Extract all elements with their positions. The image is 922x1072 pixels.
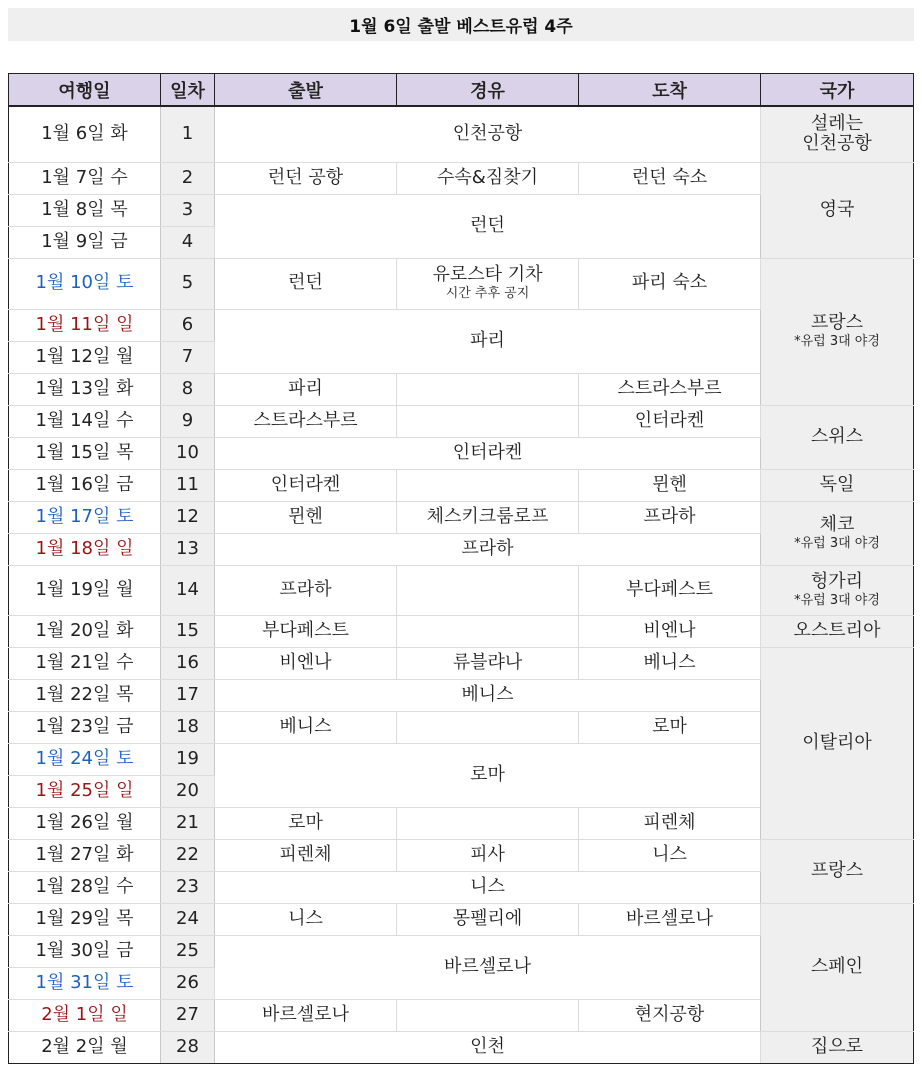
route-cell: 니스 [215,871,761,903]
departure-cell: 니스 [215,903,397,935]
arrival-cell: 현지공항 [579,999,761,1031]
day-cell: 28 [161,1031,215,1063]
itinerary-table [8,73,914,1064]
date-cell: 1월 28일 수 [9,871,161,903]
departure-cell: 런던 [215,258,397,309]
table-row [9,405,914,437]
day-cell: 19 [161,743,215,775]
day-cell: 5 [161,258,215,309]
departure-cell: 부다페스트 [215,615,397,647]
table-row [9,565,914,615]
day-cell: 26 [161,967,215,999]
day-cell: 3 [161,194,215,226]
header-date: 여행일 [9,74,161,107]
date-cell: 1월 16일 금 [9,469,161,501]
via-cell [397,405,579,437]
country-label: 인천공항 [802,133,872,155]
date-cell: 1월 25일 일 [9,775,161,807]
date-cell: 1월 31일 토 [9,967,161,999]
via-cell: 수속&짐찾기 [397,162,579,194]
table-row [9,647,914,679]
via-cell: 류블랴나 [397,647,579,679]
arrival-cell: 파리 숙소 [579,258,761,309]
route-cell: 인터라켄 [215,437,761,469]
country-cell: 프랑스 [761,839,914,903]
day-cell: 8 [161,373,215,405]
date-cell: 1월 27일 화 [9,839,161,871]
arrival-cell: 비엔나 [579,615,761,647]
day-cell: 18 [161,711,215,743]
day-cell: 11 [161,469,215,501]
date-cell: 1월 14일 수 [9,405,161,437]
country-label: 프랑스 [810,312,864,334]
header-country: 국가 [761,74,914,107]
day-cell: 21 [161,807,215,839]
date-cell: 2월 2일 월 [9,1031,161,1063]
table-row [9,501,914,533]
table-row [9,839,914,871]
departure-cell: 비엔나 [215,647,397,679]
via-cell [397,807,579,839]
route-cell: 런던 [215,194,761,258]
country-label: 체코 [819,513,855,535]
date-cell: 1월 15일 목 [9,437,161,469]
country-note: *유럽 3대 야경 [794,535,880,551]
day-cell: 7 [161,341,215,373]
via-cell [397,615,579,647]
country-cell [761,258,914,405]
via-note: 시간 추후 공지 [445,286,530,302]
arrival-cell: 베니스 [579,647,761,679]
date-cell: 1월 13일 화 [9,373,161,405]
date-cell: 1월 7일 수 [9,162,161,194]
via-cell [397,258,579,309]
via-cell [397,469,579,501]
country-cell: 이탈리아 [761,647,914,839]
route-cell: 인천공항 [215,106,761,162]
header-via: 경유 [397,74,579,107]
departure-cell: 피렌체 [215,839,397,871]
day-cell: 15 [161,615,215,647]
via-cell: 몽펠리에 [397,903,579,935]
day-cell: 22 [161,839,215,871]
country-cell: 독일 [761,469,914,501]
arrival-cell: 뮌헨 [579,469,761,501]
day-cell: 20 [161,775,215,807]
country-label: 설레는 [810,112,864,134]
day-cell: 9 [161,405,215,437]
date-cell: 2월 1일 일 [9,999,161,1031]
country-cell: 스페인 [761,903,914,1031]
table-row [9,258,914,309]
country-cell: 집으로 [761,1031,914,1063]
date-cell: 1월 6일 화 [9,106,161,162]
country-cell: 영국 [761,162,914,258]
country-cell: 스위스 [761,405,914,469]
date-cell: 1월 12일 월 [9,341,161,373]
route-cell: 프라하 [215,533,761,565]
day-cell: 14 [161,565,215,615]
departure-cell: 베니스 [215,711,397,743]
departure-cell: 인터라켄 [215,469,397,501]
date-cell: 1월 17일 토 [9,501,161,533]
date-cell: 1월 9일 금 [9,226,161,258]
date-cell: 1월 11일 일 [9,309,161,341]
day-cell: 10 [161,437,215,469]
route-cell: 베니스 [215,679,761,711]
date-cell: 1월 30일 금 [9,935,161,967]
date-cell: 1월 8일 목 [9,194,161,226]
day-cell: 24 [161,903,215,935]
country-cell: 오스트리아 [761,615,914,647]
departure-cell: 파리 [215,373,397,405]
via-cell: 체스키크룸로프 [397,501,579,533]
arrival-cell: 프라하 [579,501,761,533]
header-arrival: 도착 [579,74,761,107]
departure-cell: 바르셀로나 [215,999,397,1031]
table-row [9,106,914,162]
day-cell: 4 [161,226,215,258]
arrival-cell: 런던 숙소 [579,162,761,194]
day-cell: 16 [161,647,215,679]
date-cell: 1월 22일 목 [9,679,161,711]
date-cell: 1월 10일 토 [9,258,161,309]
day-cell: 1 [161,106,215,162]
country-note: *유럽 3대 야경 [794,592,880,608]
route-cell: 바르셀로나 [215,935,761,999]
date-cell: 1월 23일 금 [9,711,161,743]
country-note: *유럽 3대 야경 [794,334,880,350]
departure-cell: 스트라스부르 [215,405,397,437]
header-day: 일차 [161,74,215,107]
day-cell: 12 [161,501,215,533]
day-cell: 13 [161,533,215,565]
date-cell: 1월 24일 토 [9,743,161,775]
day-cell: 27 [161,999,215,1031]
via-cell [397,711,579,743]
departure-cell: 로마 [215,807,397,839]
date-cell: 1월 21일 수 [9,647,161,679]
arrival-cell: 바르셀로나 [579,903,761,935]
date-cell: 1월 18일 일 [9,533,161,565]
arrival-cell: 부다페스트 [579,565,761,615]
route-cell: 파리 [215,309,761,373]
country-label: 헝가리 [810,570,864,592]
date-cell: 1월 20일 화 [9,615,161,647]
country-cell [761,106,914,162]
country-cell [761,501,914,565]
departure-cell: 런던 공항 [215,162,397,194]
country-cell [761,565,914,615]
via-cell: 피사 [397,839,579,871]
route-cell: 인천 [215,1031,761,1063]
day-cell: 17 [161,679,215,711]
via-cell [397,373,579,405]
arrival-cell: 니스 [579,839,761,871]
page-title: 1월 6일 출발 베스트유럽 4주 [8,8,914,41]
table-row [9,615,914,647]
arrival-cell: 피렌체 [579,807,761,839]
table-row [9,1031,914,1063]
departure-cell: 프라하 [215,565,397,615]
day-cell: 2 [161,162,215,194]
header-departure: 출발 [215,74,397,107]
day-cell: 25 [161,935,215,967]
table-row [9,469,914,501]
arrival-cell: 인터라켄 [579,405,761,437]
via-cell [397,565,579,615]
arrival-cell: 로마 [579,711,761,743]
via-cell [397,999,579,1031]
date-cell: 1월 29일 목 [9,903,161,935]
arrival-cell: 스트라스부르 [579,373,761,405]
day-cell: 6 [161,309,215,341]
date-cell: 1월 19일 월 [9,565,161,615]
table-row [9,903,914,935]
table-row [9,162,914,194]
date-cell: 1월 26일 월 [9,807,161,839]
route-cell: 로마 [215,743,761,807]
via-label: 유로스타 기차 [432,264,543,286]
table-header-row [9,74,914,107]
departure-cell: 뮌헨 [215,501,397,533]
day-cell: 23 [161,871,215,903]
